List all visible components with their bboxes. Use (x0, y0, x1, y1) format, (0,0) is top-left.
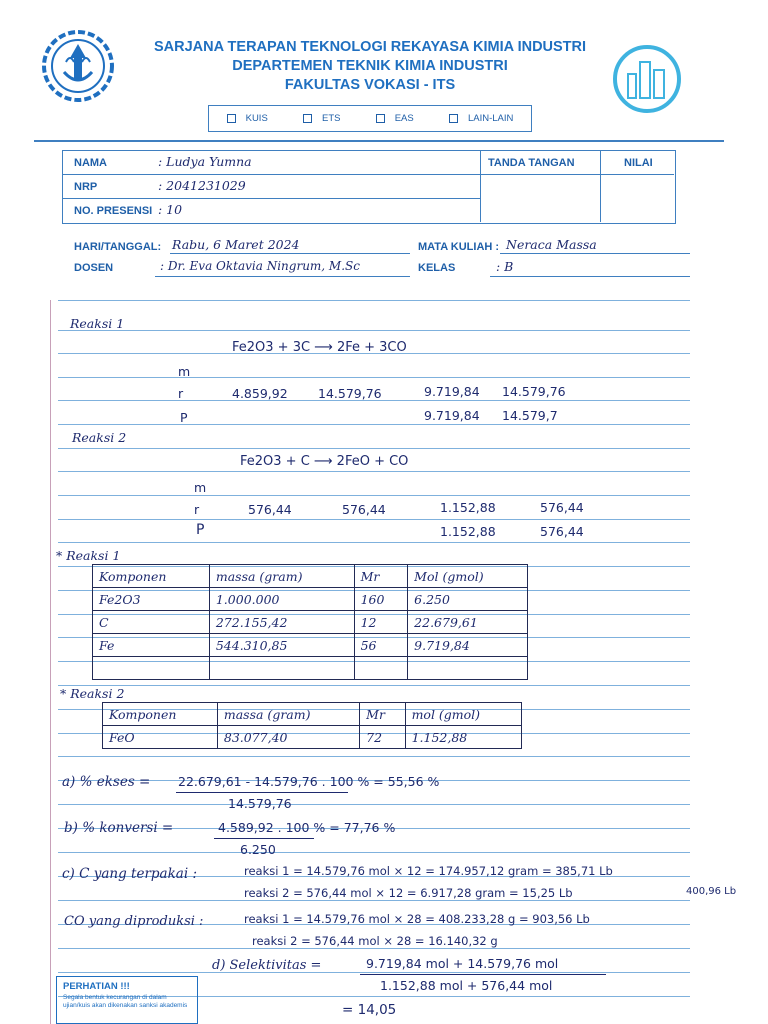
table-header-cell: Mr (360, 703, 405, 726)
table-cell (408, 657, 528, 680)
table-cell: 272.155,42 (209, 611, 354, 634)
answer-b-numerator: 4.589,92 . 100 % = 77,76 % (218, 820, 396, 835)
table-header-row (103, 703, 522, 726)
table-cell: 12 (354, 611, 408, 634)
table-header-cell: Mol (gmol) (408, 565, 528, 588)
table-cell: 9.719,84 (408, 634, 528, 657)
answer-co-line1: reaksi 1 = 14.579,76 mol × 28 = 408.233,28 g = 903,56 Lb (244, 912, 590, 926)
reaksi1-m: m (178, 364, 191, 379)
table-cell: 72 (360, 726, 405, 749)
its-logo (40, 28, 116, 104)
table-cell: C (93, 611, 210, 634)
table-row (93, 611, 528, 634)
identity-box (62, 150, 676, 224)
reaksi2-title: Reaksi 2 (72, 430, 127, 445)
table-cell: FeO (103, 726, 218, 749)
header-line-1: SARJANA TERAPAN TEKNOLOGI REKAYASA KIMIA INDUSTRI (153, 39, 587, 55)
presensi-value: : 10 (158, 202, 183, 217)
reaksi2-r-feo: 1.152,88 (440, 500, 496, 515)
table-cell: Fe2O3 (93, 588, 210, 611)
table-header-cell: Mr (354, 565, 408, 588)
answer-d-label: d) Selektivitas = (212, 958, 322, 973)
table-row (93, 634, 528, 657)
table-row (103, 726, 522, 749)
answer-c-label: c) C yang terpakai : (62, 866, 197, 882)
table2 (102, 702, 522, 749)
checkbox-icon (227, 114, 236, 123)
reaksi2-r-co: 576,44 (540, 500, 584, 515)
hari-label: HARI/TANGGAL: (74, 241, 162, 253)
table-cell (209, 657, 354, 680)
table-cell: Fe (93, 634, 210, 657)
notice-title: PERHATIAN !!! (63, 981, 130, 992)
reaksi2-p: P (196, 522, 205, 538)
kelas-label: KELAS (418, 262, 456, 274)
reaksi2-r-fe2o3: 576,44 (248, 502, 292, 517)
reaksi1-title: Reaksi 1 (70, 316, 125, 331)
header-line-2: DEPARTEMEN TEKNIK KIMIA INDUSTRI (232, 58, 508, 74)
matkul-label: MATA KULIAH : (418, 241, 500, 253)
reaksi2-p-feo: 1.152,88 (440, 524, 496, 539)
hari-value: Rabu, 6 Maret 2024 (172, 237, 300, 252)
table-cell: 56 (354, 634, 408, 657)
table1 (92, 564, 528, 680)
reaksi2-m: m (194, 480, 207, 495)
table-cell (93, 657, 210, 680)
reaksi2-r: r (194, 502, 200, 517)
presensi-label: NO. PRESENSI (74, 205, 153, 217)
answer-c-total: 400,96 Lb (686, 886, 737, 897)
exam-type-box (208, 105, 532, 132)
answer-d-result: = 14,05 (342, 1002, 397, 1018)
reaksi2-p-co: 576,44 (540, 524, 584, 539)
reaksi2-r-c: 576,44 (342, 502, 386, 517)
reaksi1-p-fe: 9.719,84 (424, 408, 480, 423)
table1-title: * Reaksi 1 (56, 548, 121, 563)
exam-type-lain[interactable]: LAIN-LAIN (449, 113, 513, 124)
table-cell: 544.310,85 (209, 634, 354, 657)
dosen-value: : Dr. Eva Oktavia Ningrum, M.Sc (160, 259, 360, 273)
answer-co-line2: reaksi 2 = 576,44 mol × 28 = 16.140,32 g (252, 934, 498, 948)
tanda-tangan-label: TANDA TANGAN (488, 157, 575, 169)
reaksi1-p: P (180, 410, 188, 425)
kelas-value: : B (496, 259, 514, 274)
exam-type-eas[interactable]: EAS (376, 113, 414, 124)
table-header-cell: mol (gmol) (405, 703, 521, 726)
table-header-row (93, 565, 528, 588)
nama-value: : Ludya Yumna (158, 154, 252, 169)
header-line-3: FAKULTAS VOKASI - ITS (284, 77, 456, 93)
city-logo (612, 44, 682, 114)
table-header-cell: massa (gram) (217, 703, 359, 726)
dosen-label: DOSEN (74, 262, 114, 274)
table-header-cell: Komponen (93, 565, 210, 588)
table-row (93, 588, 528, 611)
nilai-label: NILAI (624, 157, 653, 169)
answer-d-numerator: 9.719,84 mol + 14.579,76 mol (366, 956, 559, 971)
reaksi1-r-fe2o3: 4.859,92 (232, 386, 288, 401)
table-cell (354, 657, 408, 680)
exam-type-kuis[interactable]: KUIS (227, 113, 268, 124)
nrp-label: NRP (74, 181, 98, 193)
table-row (93, 657, 528, 680)
notice-box (56, 976, 198, 1024)
reaksi1-r-c: 14.579,76 (318, 386, 382, 401)
table-header-cell: Komponen (103, 703, 218, 726)
answer-b-label: b) % konversi = (64, 820, 174, 836)
table-cell: 83.077,40 (217, 726, 359, 749)
reaksi1-r-co: 14.579,76 (502, 384, 566, 399)
answer-a-numerator: 22.679,61 - 14.579,76 . 100 % = 55,56 % (178, 774, 440, 789)
nama-label: NAMA (74, 157, 107, 169)
table2-title: * Reaksi 2 (60, 686, 125, 701)
answer-a-label: a) % ekses = (62, 774, 151, 790)
answer-co-label: CO yang diproduksi : (64, 914, 204, 929)
table-cell: 1.152,88 (405, 726, 521, 749)
table-cell: 6.250 (408, 588, 528, 611)
table-cell: 160 (354, 588, 408, 611)
answer-a-denominator: 14.579,76 (228, 796, 292, 811)
answer-c-line2: reaksi 2 = 576,44 mol × 12 = 6.917,28 gram = 15,25 Lb (244, 886, 573, 900)
table-cell: 22.679,61 (408, 611, 528, 634)
table-cell: 1.000.000 (209, 588, 354, 611)
answer-b-denominator: 6.250 (240, 842, 276, 857)
checkbox-icon (303, 114, 312, 123)
nrp-value: : 2041231029 (158, 178, 246, 193)
table-header-cell: massa (gram) (209, 565, 354, 588)
reaksi1-r: r (178, 386, 184, 401)
header-divider (34, 140, 724, 142)
matkul-value: Neraca Massa (506, 237, 597, 252)
reaksi2-equation: Fe2O3 + C ⟶ 2FeO + CO (240, 454, 409, 469)
answer-c-line1: reaksi 1 = 14.579,76 mol × 12 = 174.957,12 gram = 385,71 Lb (244, 864, 613, 878)
answer-d-denominator: 1.152,88 mol + 576,44 mol (380, 978, 553, 993)
checkbox-icon (376, 114, 385, 123)
checkbox-icon (449, 114, 458, 123)
notice-body: Segala bentuk kecurangan di dalam ujian/kuis akan dikenakan sanksi akademis (63, 994, 188, 1009)
reaksi1-r-fe: 9.719,84 (424, 384, 480, 399)
reaksi1-equation: Fe2O3 + 3C ⟶ 2Fe + 3CO (232, 340, 407, 355)
reaksi1-p-co: 14.579,7 (502, 408, 558, 423)
exam-type-ets[interactable]: ETS (303, 113, 340, 124)
